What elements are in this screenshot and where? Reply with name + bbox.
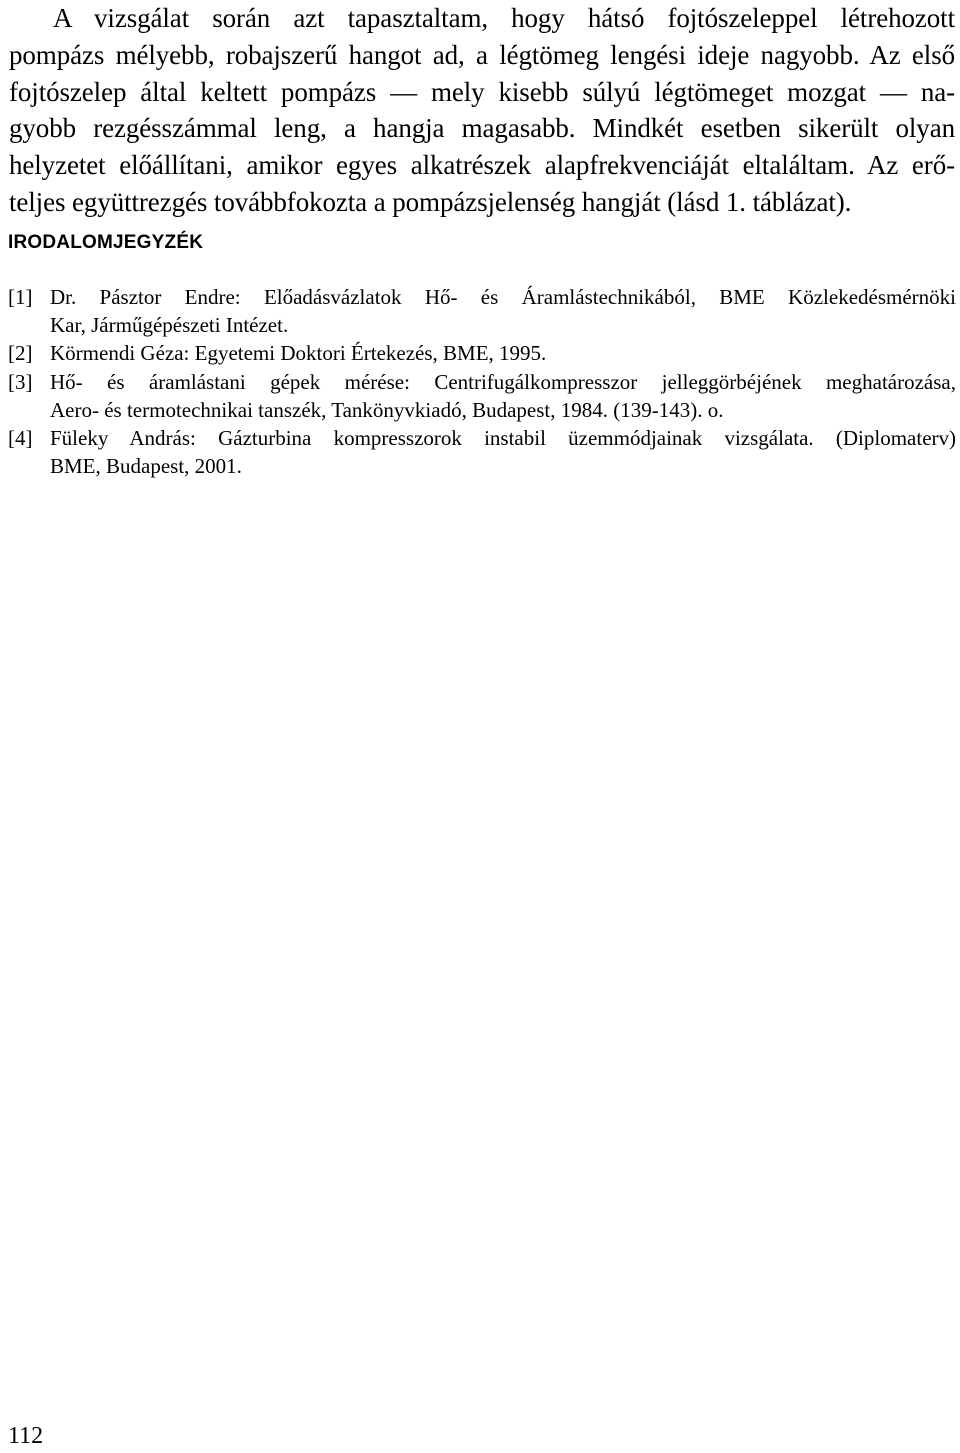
reference-text: Füleky András: Gázturbina kompresszorok instabil üzemmódjainak vizsgálata. (Diplomaterv) [50, 426, 956, 451]
reference-text: Hő- és áramlástani gépek mérése: Centrifugálkompresszor jelleggörbéjének meghatározása, [50, 369, 956, 394]
paragraph-line: teljes együttrezgés továbbfokozta a pompázsjelenség hangját (lásd 1. táblázat). [9, 186, 852, 217]
reference-item [8, 283, 956, 339]
paragraph-line: fojtószelep által keltett pompázs — mely kisebb súlyú légtömeget mozgat — na- [9, 76, 955, 107]
paragraph-line: helyzetet előállítani, amikor egyes alkatrészek alapfrekvenciáját eltaláltam. Az erő- [9, 150, 955, 181]
reference-list [8, 283, 956, 480]
page-number: 112 [8, 1423, 44, 1449]
reference-number: [1] [8, 285, 33, 309]
reference-number: [4] [8, 426, 33, 451]
reference-number: [3] [8, 369, 33, 394]
reference-text: BME, Budapest, 2001. [50, 454, 242, 479]
section-heading: IRODALOMJEGYZÉK [8, 232, 204, 253]
reference-item [8, 368, 956, 424]
reference-text: Aero- és termotechnikai tanszék, Tankönyvkiadó, Budapest, 1984. (139-143). o. [50, 397, 724, 422]
body-paragraph [9, 0, 955, 221]
reference-text: Kar, Járműgépészeti Intézet. [50, 313, 289, 338]
paragraph-line: A vizsgálat során azt tapasztaltam, hogy hátsó fojtószeleppel létrehozott [53, 3, 955, 33]
reference-text: Körmendi Géza: Egyetemi Doktori Értekezés, BME, 1995. [50, 341, 547, 366]
reference-item [8, 424, 956, 480]
paragraph-line: pompázs mélyebb, robajszerű hangot ad, a légtömeg lengési ideje nagyobb. Az első [9, 39, 955, 70]
reference-text: Dr. Pásztor Endre: Előadásvázlatok Hő- és Áramlástechnikából, BME Közlekedésmérnöki [50, 285, 956, 309]
reference-item [8, 339, 956, 367]
paragraph-line: gyobb rezgésszámmal leng, a hangja magasabb. Mindkét esetben sikerült olyan [9, 113, 955, 144]
reference-number: [2] [8, 341, 33, 366]
